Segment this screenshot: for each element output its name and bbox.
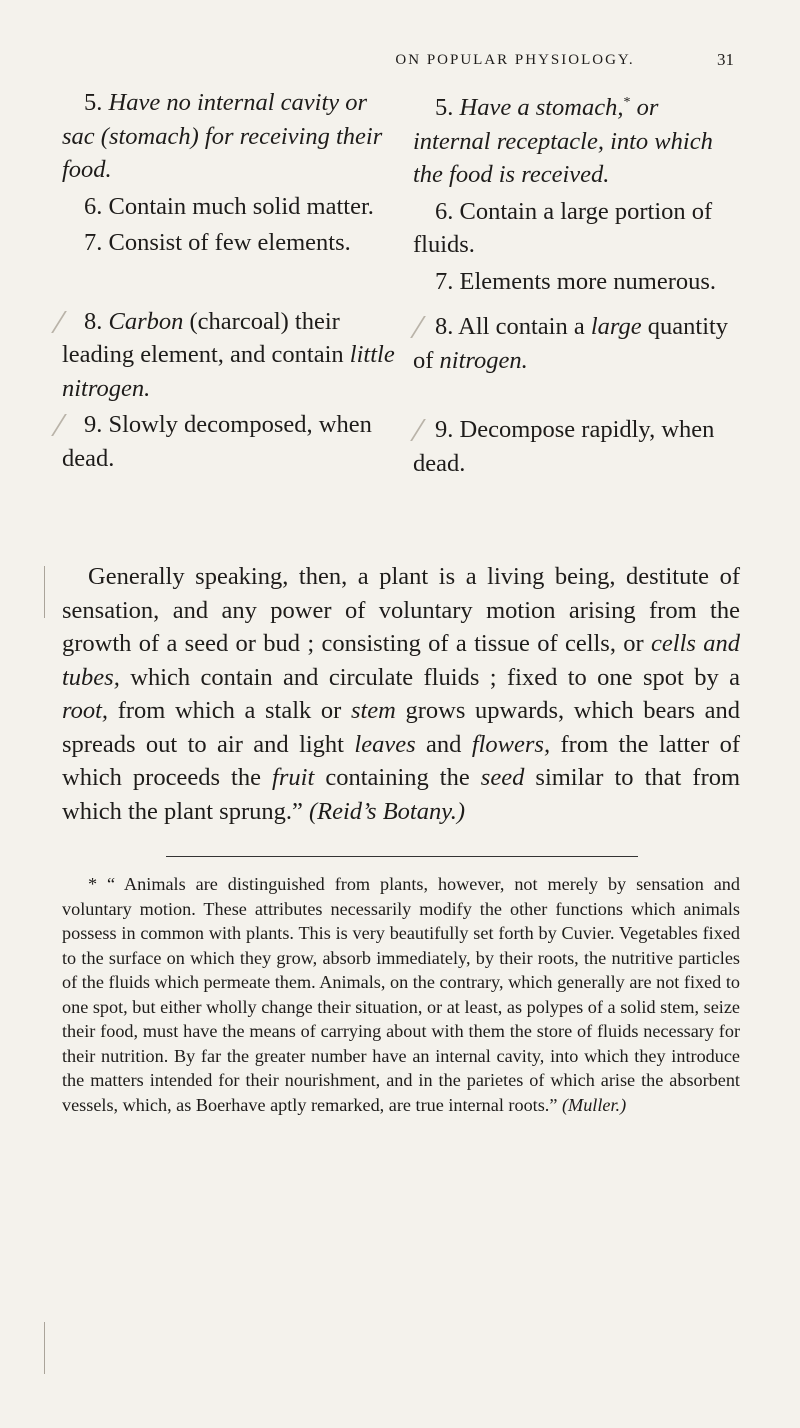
margin-bracket [44, 566, 53, 618]
page-number: 31 [717, 50, 734, 69]
citation: (Reid’s Botany.) [309, 797, 466, 825]
animal-item-9: 9. Decompose rapidly, when dead. [413, 413, 739, 480]
footnote: * “ Animals are distinguished from plants, however, not merely by sensation and voluntary motion. These attributes necessarily modify the other functions which animals possess in common with plants. This is very beautifully set forth by Cuvier. Vegetables fixed to the surface on which they grow, absorb immediately, by their roots, the nutritive particles of the fluids which permeate them. Animals, on the contrary, which generally are not fixed to one spot, but either wholly change their situation, or at least, as polypes of a solid stem, seize their food, must have the means of carrying about with them the store of fluids necessary for their nutrition. By far the greater number have an internal cavity, into which they introduce the matters intended for their nourishment, and in the parietes of which arise the absorbent vessels, which, as Boerhave aptly remarked, are true internal roots.” (Muller.) [62, 874, 740, 1115]
animal-item-6: 6. Contain a large portion of fluids. [413, 197, 713, 259]
body-paragraph: Generally speaking, then, a plant is a living being, destitute of sensation, and any power of voluntary motion arising from the growth of a seed or bud ; consisting of a tissue of cells, or cells and tubes, which contain and circulate fluids ; fixed to one spot by a root, from which a stalk or stem grows upwards, which bears and spreads out to air and light leaves and flowers, from the latter of which proceeds the fruit containing the seed similar to that from which the plant sprung.” (Reid’s Botany.) [62, 563, 741, 825]
plant-item-9: 9. Slowly decomposed, when dead. [62, 408, 396, 475]
plant-item-6: 6. Contain much solid matter. [84, 192, 374, 220]
footnote-citation: (Muller.) [561, 1094, 627, 1115]
margin-bracket [44, 1322, 53, 1374]
running-header: ON POPULAR PHYSIOLOGY. [395, 52, 635, 68]
plant-item-8: 8. Carbon (charcoal) their leading element, and contain little nitrogen. [62, 305, 396, 406]
animal-item-7: 7. Elements more numerous. [435, 267, 717, 295]
plants-column [62, 86, 396, 478]
animal-item-5: 5. Have a stomach,* or internal receptacle, into which the food is received. [413, 94, 713, 189]
plant-item-7: 7. Consist of few elements. [84, 229, 351, 256]
animal-item-8: 8. All contain a large quantity of nitrogen. [413, 310, 739, 377]
animals-column [413, 86, 739, 483]
plant-item-5: 5. Have no internal cavity or sac (stomach) for receiving their food. [62, 89, 383, 183]
footnote-rule [166, 856, 638, 857]
